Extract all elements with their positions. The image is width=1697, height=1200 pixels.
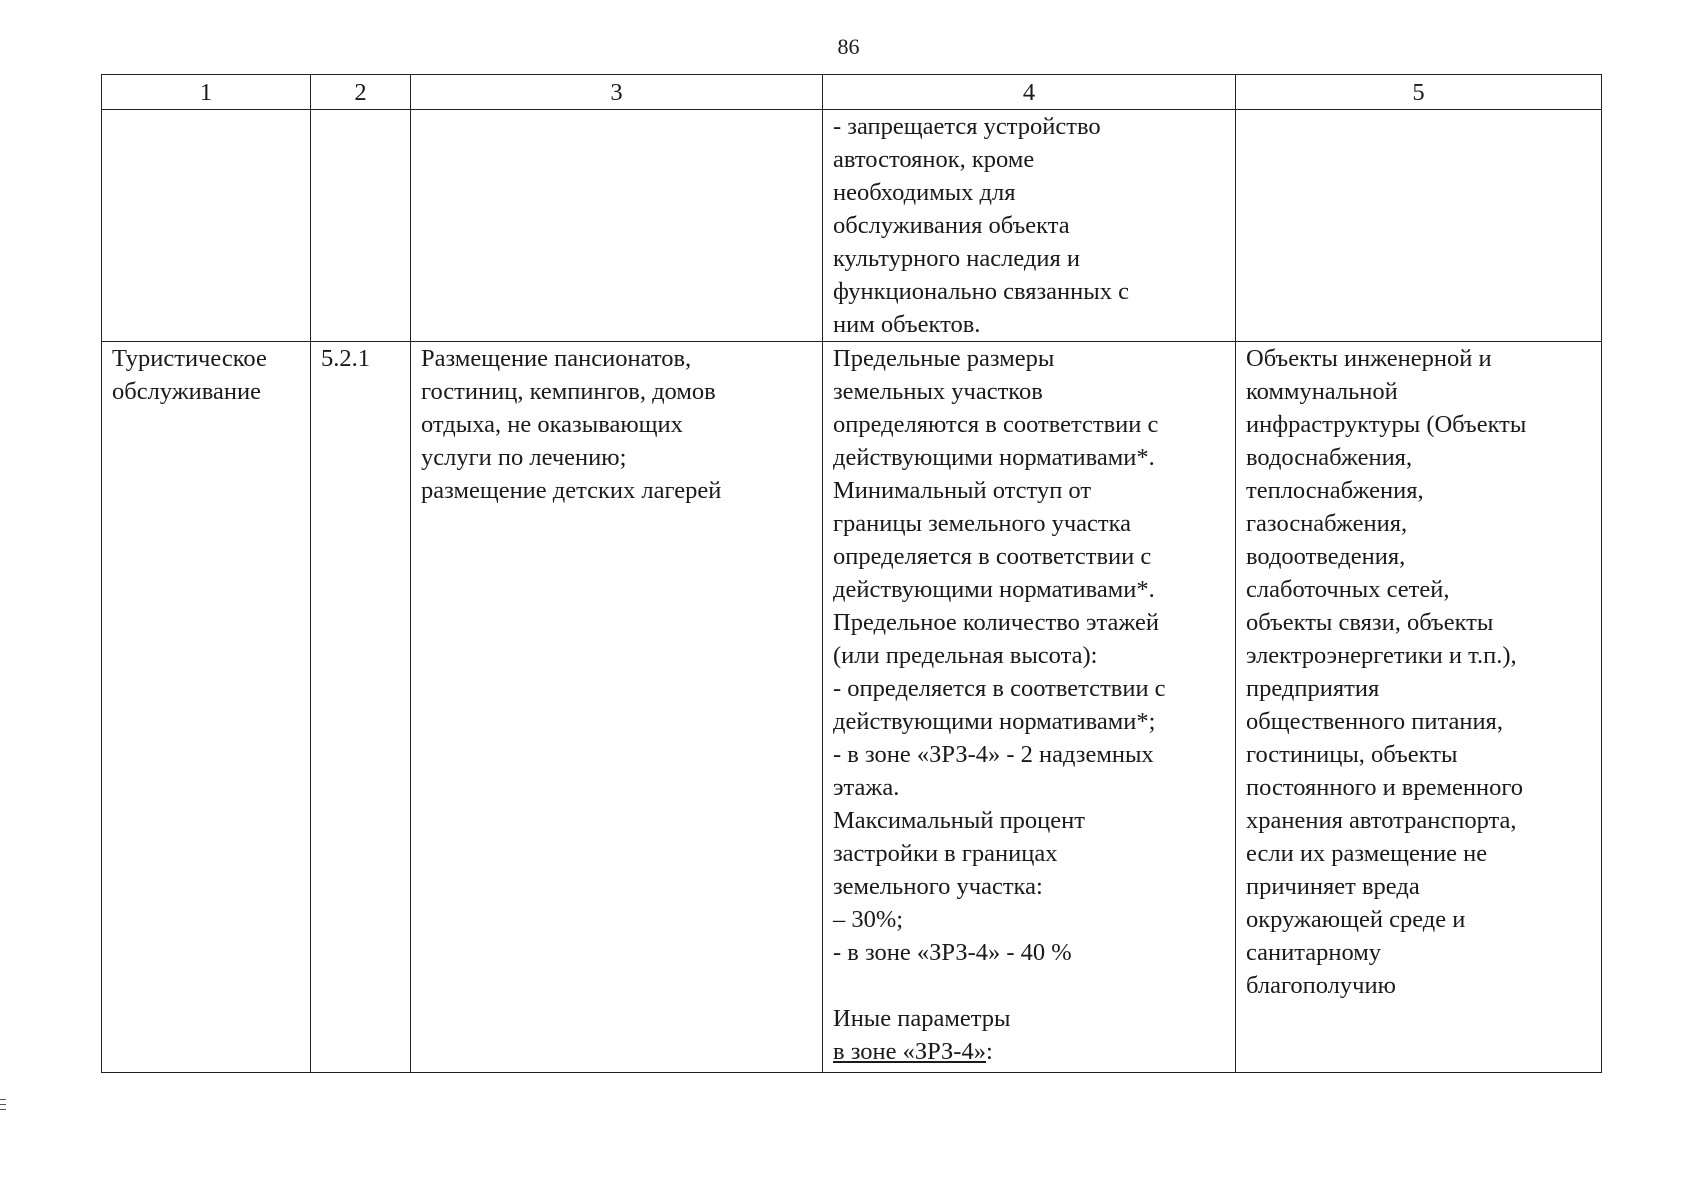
description-line: Размещение пансионатов, (421, 345, 692, 372)
parameters-line: Иные параметры (833, 1005, 1011, 1032)
parameters-line: Максимальный процент (833, 807, 1085, 834)
cell-parameters (823, 342, 1236, 1073)
parameters-line: - в зоне «ЗРЗ-4» - 40 % (833, 939, 1072, 966)
cell-auxiliary-uses (1236, 342, 1602, 1073)
parameters-line: автостоянок, кроме (833, 146, 1035, 173)
parameters-line: действующими нормативами*; (833, 708, 1156, 735)
cell-use-type (102, 342, 311, 1073)
parameters-line: определяются в соответствии с (833, 411, 1159, 438)
column-header-5: 5 (1236, 75, 1602, 110)
column-header-1: 1 (102, 75, 311, 110)
auxiliary-line: слаботочных сетей, (1246, 576, 1450, 603)
auxiliary-line: теплоснабжения, (1246, 477, 1424, 504)
auxiliary-line: Объекты инженерной и (1246, 345, 1492, 372)
auxiliary-line: электроэнергетики и т.п.), (1246, 642, 1517, 669)
margin-mark (0, 1104, 6, 1105)
zone-colon: : (985, 1038, 993, 1065)
table-header-row (102, 75, 1602, 110)
description-line: услуги по лечению; (421, 444, 627, 471)
parameters-line: ним объектов. (833, 311, 981, 338)
cell-description-empty (411, 110, 823, 342)
description-line: размещение детских лагерей (421, 477, 722, 504)
auxiliary-line: предприятия (1246, 675, 1380, 702)
table-row-tourist-service (102, 342, 1602, 1073)
auxiliary-line: гостиницы, объекты (1246, 741, 1458, 768)
column-header-3: 3 (411, 75, 823, 110)
description-line: гостиниц, кемпингов, домов (421, 378, 716, 405)
parameters-line: границы земельного участка (833, 510, 1132, 537)
parameters-line: Минимальный отступ от (833, 477, 1092, 504)
parameters-line: определяется в соответствии с (833, 543, 1152, 570)
parameters-line: - в зоне «ЗРЗ-4» - 2 надземных (833, 741, 1154, 768)
auxiliary-line: окружающей среде и (1246, 906, 1466, 933)
parameters-line: (или предельная высота): (833, 642, 1098, 669)
parameters-line: действующими нормативами*. (833, 576, 1155, 603)
auxiliary-line: санитарному (1246, 939, 1382, 966)
parameters-last-line (833, 1035, 1225, 1068)
cell-use-type-empty (102, 110, 311, 342)
auxiliary-line: причиняет вреда (1246, 873, 1420, 900)
description-line: отдыха, не оказывающих (421, 411, 683, 438)
parameters-line: необходимых для (833, 179, 1016, 206)
parameters-line: – 30%; (833, 906, 904, 933)
auxiliary-line: благополучию (1246, 972, 1396, 999)
column-header-4: 4 (823, 75, 1236, 110)
page-number: 86 (837, 34, 860, 59)
cell-description (411, 342, 823, 1073)
cell-auxiliary-empty (1236, 110, 1602, 342)
auxiliary-line: хранения автотранспорта, (1246, 807, 1517, 834)
parameters-line: Предельное количество этажей (833, 609, 1159, 636)
parameters-line: Предельные размеры (833, 345, 1055, 372)
margin-mark (0, 1109, 6, 1110)
parameters-line: действующими нормативами*. (833, 444, 1155, 471)
cell-code-empty (311, 110, 411, 342)
auxiliary-line: если их размещение не (1246, 840, 1488, 867)
column-header-2: 2 (311, 75, 411, 110)
regulation-table (101, 74, 1602, 1073)
auxiliary-line: газоснабжения, (1246, 510, 1408, 537)
auxiliary-line: инфраструктуры (Объекты (1246, 411, 1527, 438)
cell-code (311, 342, 411, 1073)
use-code: 5.2.1 (321, 345, 370, 372)
parameters-line: этажа. (833, 774, 900, 801)
margin-mark (0, 1099, 6, 1100)
auxiliary-line: общественного питания, (1246, 708, 1503, 735)
auxiliary-line: коммунальной (1246, 378, 1398, 405)
parameters-line: функционально связанных с (833, 278, 1129, 305)
parameters-line: - запрещается устройство (833, 113, 1101, 140)
parameters-line: - определяется в соответствии с (833, 675, 1166, 702)
parameters-line: обслуживания объекта (833, 212, 1070, 239)
use-type-line: обслуживание (112, 378, 261, 405)
parameters-line: культурного наследия и (833, 245, 1080, 272)
auxiliary-line: постоянного и временного (1246, 774, 1524, 801)
table-row-continuation (102, 110, 1602, 342)
cell-parameters-continued (823, 110, 1236, 342)
auxiliary-line: водоотведения, (1246, 543, 1406, 570)
zone-underlined-text: в зоне «ЗРЗ-4» (833, 1038, 986, 1065)
parameters-line (833, 969, 1225, 1002)
auxiliary-line: водоснабжения, (1246, 444, 1413, 471)
parameters-line: застройки в границах (833, 840, 1058, 867)
parameters-text (833, 342, 1225, 1035)
use-type-line: Туристическое (112, 345, 267, 372)
parameters-line: земельного участка: (833, 873, 1043, 900)
auxiliary-line: объекты связи, объекты (1246, 609, 1494, 636)
parameters-line: земельных участков (833, 378, 1043, 405)
